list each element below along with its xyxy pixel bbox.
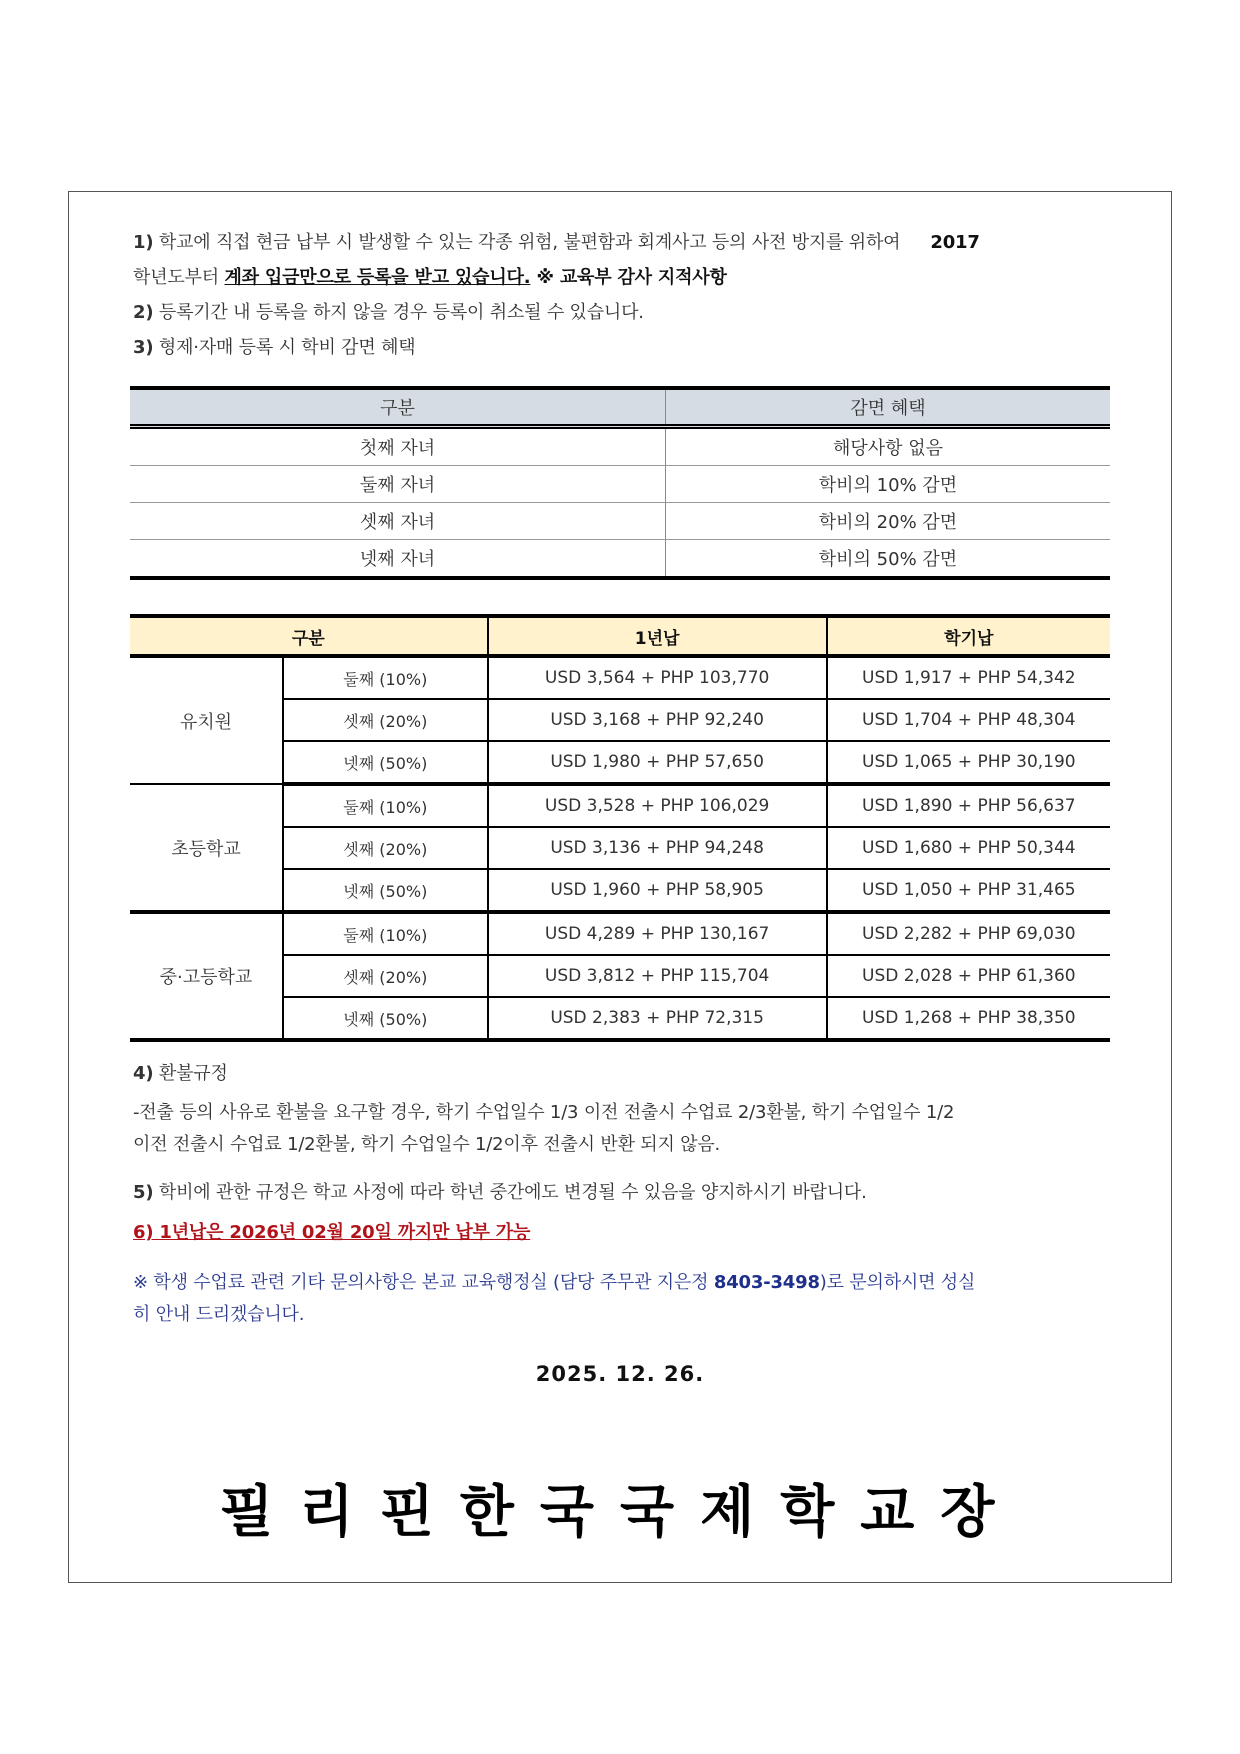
child-order: 셋째 (20%): [283, 699, 488, 741]
table-row: [130, 656, 1110, 699]
level-secondary: 중·고등학교: [130, 912, 283, 1040]
item-number: 1): [133, 232, 154, 253]
child-order: 넷째 (50%): [283, 741, 488, 784]
principal-signature: 필리핀한국국제학교장: [219, 1480, 1021, 1545]
semester-fee: USD 1,268 + PHP 38,350: [827, 997, 1110, 1040]
table-row: [130, 784, 1110, 827]
benefit: 학비의 10% 감면: [666, 466, 1111, 503]
table-row: [130, 427, 1110, 466]
payment-deadline-notice: 6) 1년납은 2026년 02월 20일 까지만 납부 가능: [133, 1222, 531, 1243]
notice-item-3: [133, 337, 415, 359]
child-order: 넷째 (50%): [283, 997, 488, 1040]
annual-fee: USD 3,564 + PHP 103,770: [488, 656, 827, 699]
annual-fee: USD 3,168 + PHP 92,240: [488, 699, 827, 741]
sibling-discount-table: [130, 386, 1110, 580]
item-number: 4): [133, 1063, 154, 1084]
child-order: 첫째 자녀: [130, 427, 666, 466]
benefit: 해당사항 없음: [666, 427, 1111, 466]
annual-fee: USD 3,528 + PHP 106,029: [488, 784, 827, 827]
child-order: 둘째 자녀: [130, 466, 666, 503]
semester-fee: USD 2,028 + PHP 61,360: [827, 955, 1110, 997]
header-category: 구분: [130, 388, 666, 427]
fee-table: [130, 614, 1110, 1042]
audit-note: ※ 교육부 감사 지적사항: [530, 267, 727, 288]
notice-item-2: [133, 302, 644, 324]
level-elementary: 초등학교: [130, 784, 283, 912]
child-order: 둘째 (10%): [283, 784, 488, 827]
benefit: 학비의 50% 감면: [666, 540, 1111, 579]
semester-fee: USD 1,917 + PHP 54,342: [827, 656, 1110, 699]
table-row: [130, 503, 1110, 540]
contact-text: )로 문의하시면 성실: [819, 1272, 976, 1293]
item-number: 5): [133, 1182, 154, 1203]
annual-fee: USD 4,289 + PHP 130,167: [488, 912, 827, 955]
item-text: 형제·자매 등록 시 학비 감면 혜택: [153, 337, 416, 358]
annual-fee: USD 1,980 + PHP 57,650: [488, 741, 827, 784]
child-order: 둘째 (10%): [283, 912, 488, 955]
refund-title: [133, 1063, 228, 1085]
item-text: 환불규정: [153, 1063, 228, 1084]
table-row: [130, 912, 1110, 955]
annual-fee: USD 3,136 + PHP 94,248: [488, 827, 827, 869]
item-text: 학교에 직접 현금 납부 시 발생할 수 있는 각종 위험, 불편함과 회계사고 등의 사전 방지를 위하여: [153, 232, 901, 253]
child-order: 셋째 자녀: [130, 503, 666, 540]
contact-text: ※ 학생 수업료 관련 기타 문의사항은 본교 교육행정실 (담당 주무관 지은정: [133, 1272, 714, 1293]
refund-line-2: 이전 전출시 수업료 1/2환불, 학기 수업일수 1/2이후 전출시 반환 되지 않음.: [133, 1134, 721, 1155]
semester-fee: USD 1,680 + PHP 50,344: [827, 827, 1110, 869]
header-category: 구분: [130, 616, 488, 656]
child-order: 셋째 (20%): [283, 955, 488, 997]
refund-line-1: -전출 등의 사유로 환불을 요구할 경우, 학기 수업일수 1/3 이전 전출시 수업료 2/3환불, 학기 수업일수 1/2: [133, 1102, 955, 1123]
header-annual: 1년납: [488, 616, 827, 656]
item-number: 3): [133, 337, 154, 358]
annual-fee: USD 2,383 + PHP 72,315: [488, 997, 827, 1040]
semester-fee: USD 1,704 + PHP 48,304: [827, 699, 1110, 741]
item-number: 2): [133, 302, 154, 323]
header-semester: 학기납: [827, 616, 1110, 656]
header-benefit: 감면 혜택: [666, 388, 1111, 427]
notice-item-5: [133, 1182, 867, 1204]
notice-item-1-line-2: [133, 267, 727, 289]
item-text: 학년도부터: [133, 267, 225, 288]
item-text: 학비에 관한 규정은 학교 사정에 따라 학년 중간에도 변경될 수 있음을 양지하시기 바랍니다.: [153, 1182, 867, 1203]
child-order: 셋째 (20%): [283, 827, 488, 869]
notice-item-1-line-1: [133, 232, 980, 254]
phone-number: 8403-3498: [713, 1272, 820, 1293]
contact-line-1: [133, 1272, 975, 1294]
item-text: 등록기간 내 등록을 하지 않을 경우 등록이 취소될 수 있습니다.: [153, 302, 644, 323]
level-kindergarten: 유치원: [130, 656, 283, 784]
child-order: 넷째 (50%): [283, 869, 488, 912]
year-text: 2017: [930, 232, 980, 253]
contact-line-2: 히 안내 드리겠습니다.: [133, 1304, 305, 1325]
document-date: 2025. 12. 26.: [535, 1362, 705, 1386]
annual-fee: USD 1,960 + PHP 58,905: [488, 869, 827, 912]
child-order: 넷째 자녀: [130, 540, 666, 579]
child-order: 둘째 (10%): [283, 656, 488, 699]
benefit: 학비의 20% 감면: [666, 503, 1111, 540]
semester-fee: USD 2,282 + PHP 69,030: [827, 912, 1110, 955]
semester-fee: USD 1,890 + PHP 56,637: [827, 784, 1110, 827]
semester-fee: USD 1,065 + PHP 30,190: [827, 741, 1110, 784]
table-row: [130, 466, 1110, 503]
emphasis-text: 계좌 입금만으로 등록을 받고 있습니다.: [224, 267, 531, 288]
annual-fee: USD 3,812 + PHP 115,704: [488, 955, 827, 997]
semester-fee: USD 1,050 + PHP 31,465: [827, 869, 1110, 912]
table-row: [130, 540, 1110, 579]
